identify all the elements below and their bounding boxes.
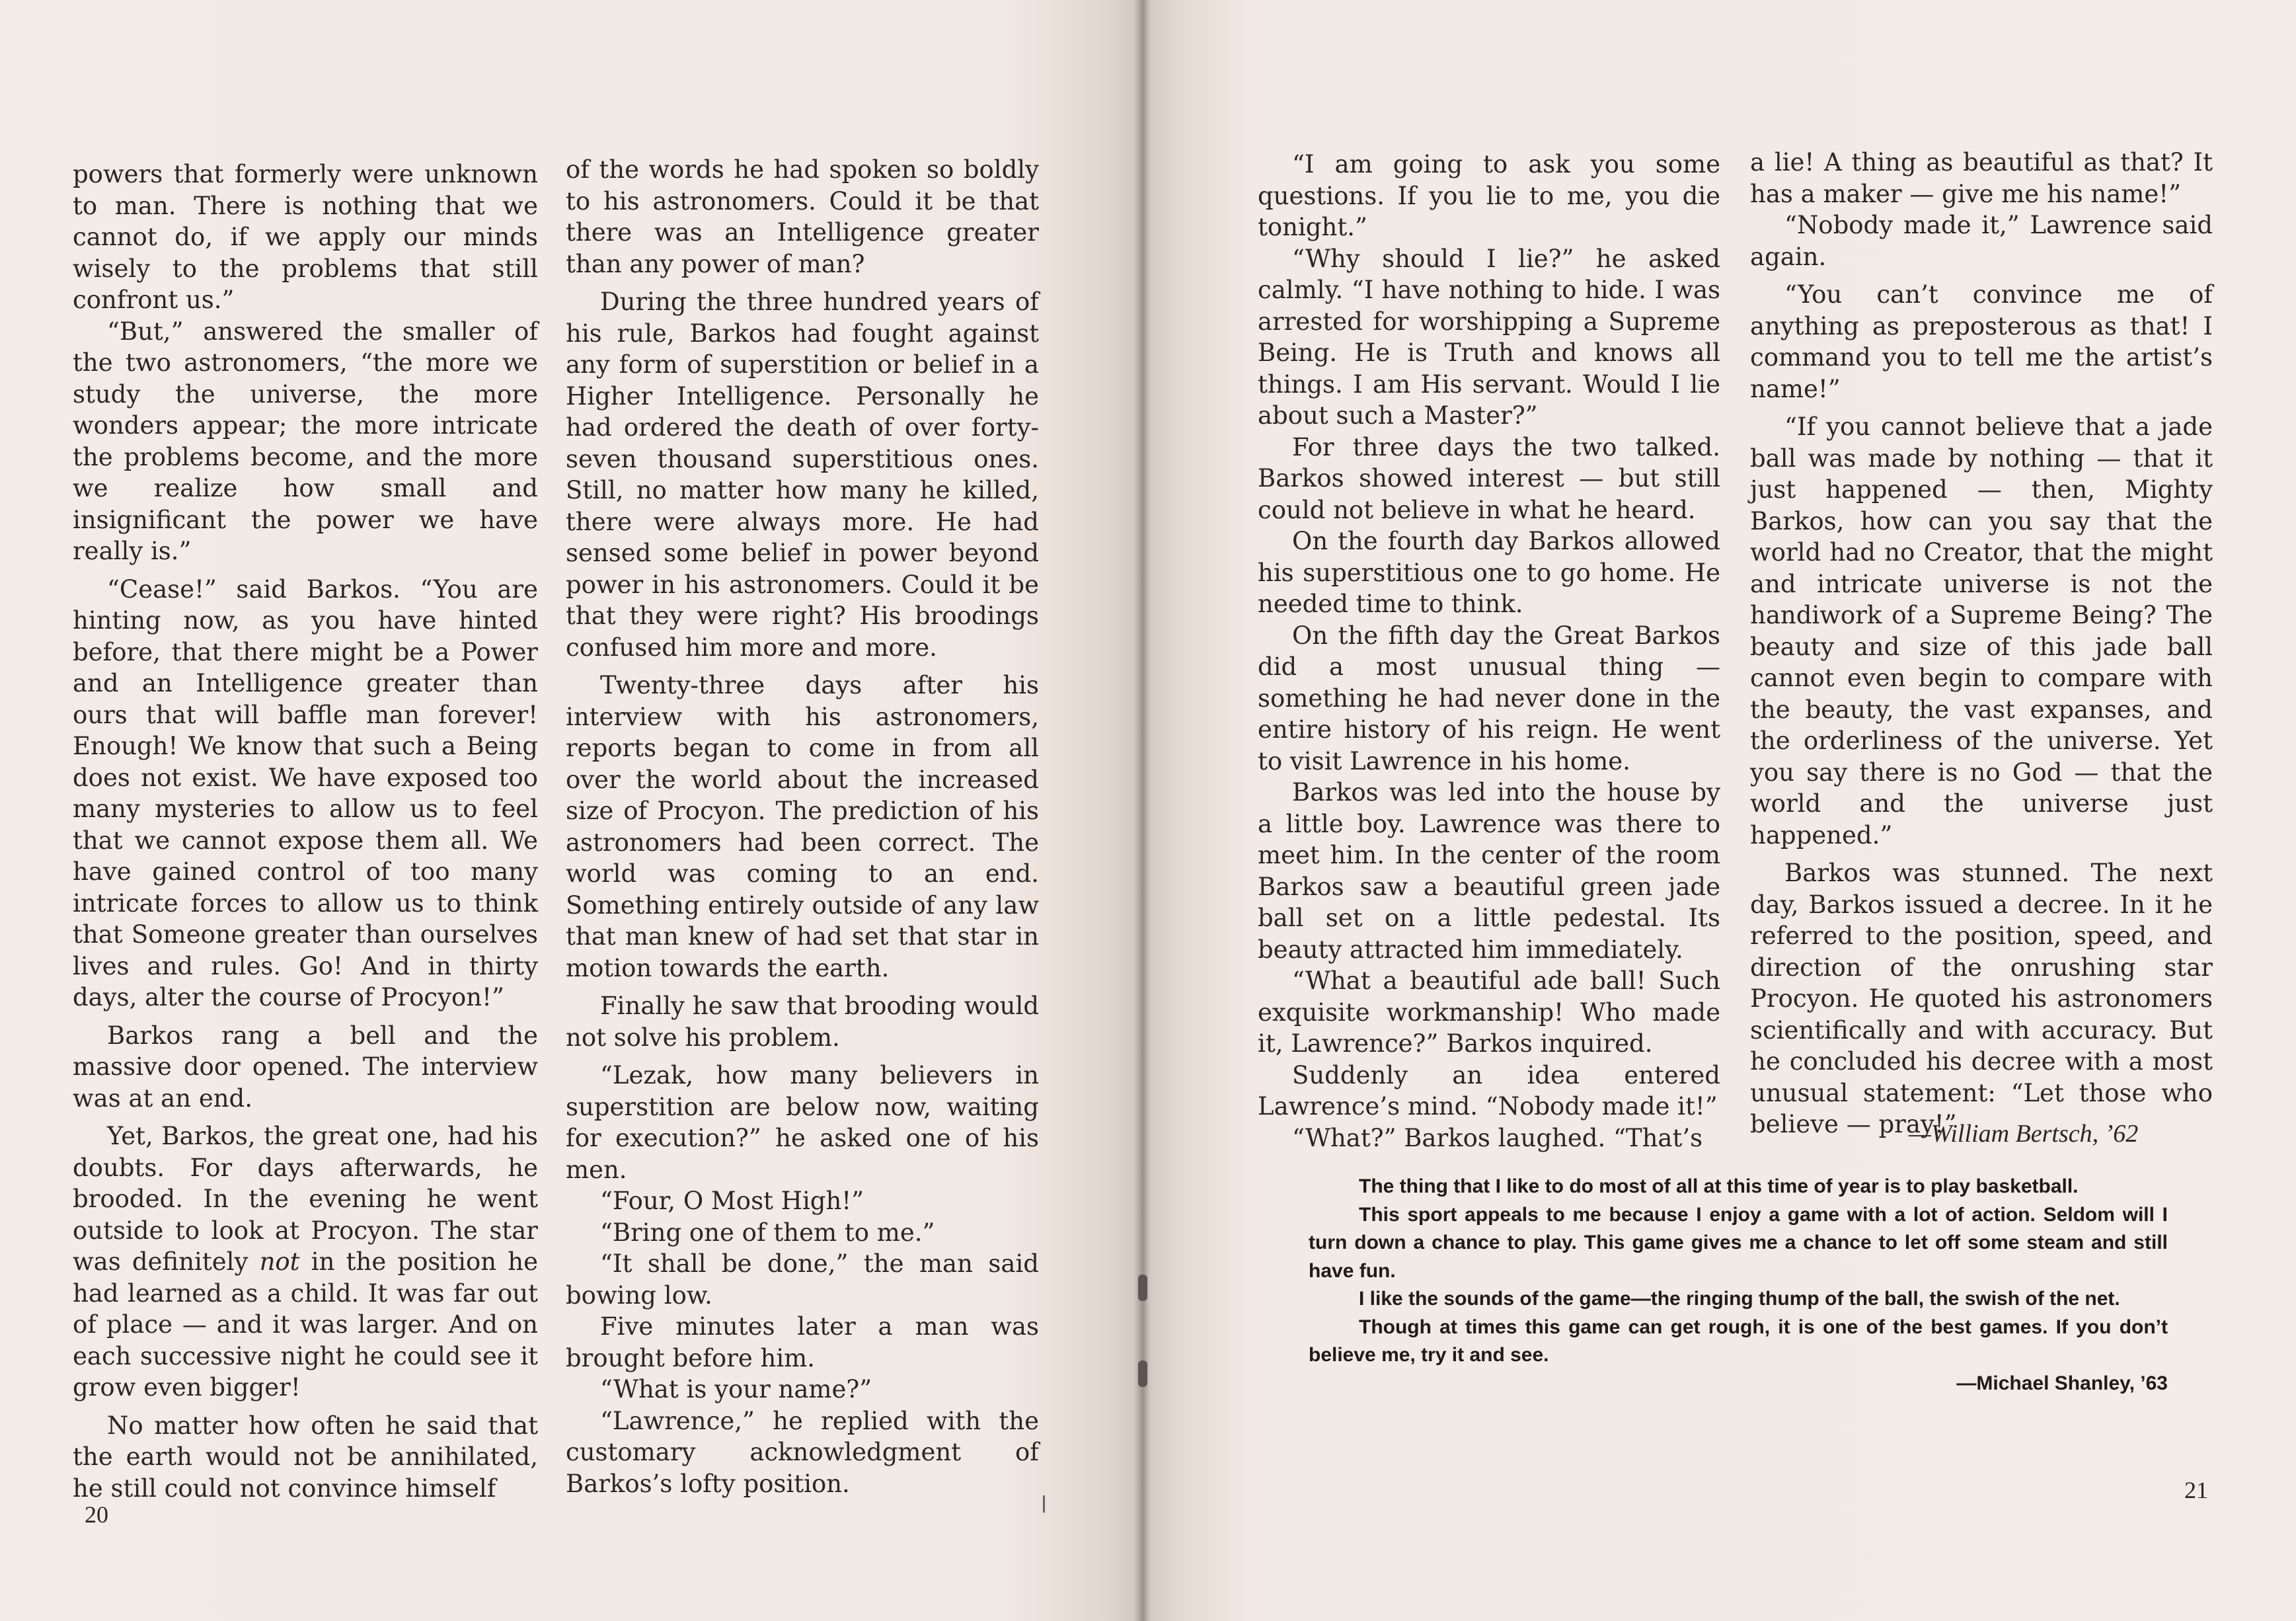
essay-paragraph: Though at times this game can get rough, it is one of the best games. If you don’t believe me, try it and see. <box>1309 1316 2168 1366</box>
paragraph: a lie! A thing as beautiful as that? It has a maker — give me his name!” <box>1750 148 2213 208</box>
paragraph: Barkos was stunned. The next day, Barkos issued a decree. In it he referred to the position, speed, and direction of the onrushing star Procyon. He quoted his astronomers scientifically and with accuracy. But he concluded his decree with a most unusual statement: “Let those who believe — pray!” <box>1750 859 2213 1138</box>
left-column-1 <box>73 159 538 1504</box>
essay-paragraph: I like the sounds of the game—the ringing thump of the ball, the swish of the net. <box>1359 1288 2120 1310</box>
page-number-right: 21 <box>2184 1477 2208 1503</box>
page-number-left: 20 <box>85 1501 108 1528</box>
paragraph: “I am going to ask you some questions. If you lie to me, you die tonight.” <box>1258 150 1720 241</box>
essay-signature: —Michael Shanley, ’63 <box>1956 1372 2168 1394</box>
paragraph: “Why should I lie?” he asked calmly. “I have nothing to hide. I was arrested for worshipping a Supreme Being. He is Truth and knows all things. I am His servant. Would I lie about such a Master?” <box>1258 244 1720 430</box>
paragraph: Twenty-three days after his interview with his astronomers, reports began to come in from all over the world about the increased size of Procyon. The prediction of his astronomers had been correct. The world was coming to an end. Something entirely outside of any law that man knew of had set that star in motion towards the earth. <box>566 671 1039 982</box>
right-column-1 <box>1258 149 1720 1154</box>
story-signature: —William Bertsch, ’62 <box>1909 1120 2139 1148</box>
paragraph: On the fifth day the Great Barkos did a most unusual thing — something he had never done in the entire history of his reign. He went to visit Lawrence in his home. <box>1258 621 1720 775</box>
paragraph: During the three hundred years of his rule, Barkos had fought against any form of superstition or belief in a Higher Intelligence. Personally he had ordered the death of over forty-seven thousand superstitious ones. Still, no matter how many he killed, there were always more. He had sensed some belief in power beyond power in his astronomers. Could it be that they were right? His broodings confused him more and more. <box>566 288 1039 662</box>
emphasis-text: not <box>259 1247 300 1276</box>
paragraph: For three days the two talked. Barkos showed interest — but still could not believe in what he heard. <box>1258 432 1720 524</box>
paragraph: “Bring one of them to me.” <box>600 1218 935 1247</box>
paragraph: Barkos rang a bell and the massive door opened. The interview was at an end. <box>73 1021 538 1113</box>
paragraph <box>73 1121 538 1404</box>
paragraph: “What?” Barkos laughed. “That’s <box>1292 1123 1703 1152</box>
paragraph: On the fourth day Barkos allowed his superstitious one to go home. He needed time to think. <box>1258 527 1720 618</box>
paragraph: “What a beautiful ade ball! Such exquisite workmanship! Who made it, Lawrence?” Barkos inquired. <box>1258 967 1720 1058</box>
paragraph: “Lawrence,” he replied with the customary acknowledgment of Barkos’s lofty position. <box>566 1406 1039 1498</box>
paragraph: “What is your name?” <box>600 1375 872 1404</box>
paragraph: “If you cannot believe that a jade ball was made by nothing — that it just happened — then, Mighty Barkos, how can you say that the world had no Creator, that the might and intricate universe is not the handiwork of a Supreme Being? The beauty and size of this jade ball cannot even begin to compare with the beauty, the vast expanses, and the orderliness of the universe. Yet you say there is no God — that the world and the universe just happened.” <box>1750 413 2213 850</box>
paragraph: “Four, O Most High!” <box>600 1187 864 1215</box>
basketball-essay <box>1309 1173 2168 1398</box>
paragraph: “But,” answered the smaller of the two astronomers, “the more we study the universe, the more wonders appear; the more intricate the problems become, and the more we realize how small and insignificant the power we have really is.” <box>73 317 538 565</box>
paragraph: No matter how often he said that the earth would not be annihilated, he still could not convince himself <box>73 1411 538 1503</box>
paragraph: Barkos was led into the house by a little boy. Lawrence was there to meet him. In the center of the room Barkos saw a beautiful green jade ball set on a little pedestal. Its beauty attracted him immediately. <box>1258 778 1720 964</box>
paragraph: powers that formerly were unknown to man. There is nothing that we cannot do, if we apply our minds wisely to the problems that still confront us.” <box>73 160 538 314</box>
paragraph: “Cease!” said Barkos. “You are hinting now, as you have hinted before, that there might be a Power and an Intelligence greater than ours that will baffle man forever! Enough! We know that such a Being does not exist. We have exposed too many mysteries to allow us to feel that we cannot expose them all. We have gained control of too many intricate forces to allow us to think that Someone greater than ourselves lives and rules. Go! And in thirty days, alter the course of Procyon!” <box>73 574 538 1011</box>
paragraph: Five minutes later a man was brought before him. <box>566 1312 1039 1372</box>
paragraph: “Lezak, how many believers in superstition are below now, waiting for execution?” he asked one of his men. <box>566 1061 1039 1184</box>
paragraph-text: Yet, Barkos, the great one, had his doubts. For days afterwards, he brooded. In the evening he went outside to look at Procyon. The star was definitely <box>73 1122 538 1276</box>
paragraph-text: in the position he had learned as a child. It was far out of place — and it was larger. And on each successive night he could see it grow even bigger! <box>73 1247 538 1402</box>
paragraph: Finally he saw that brooding would not solve his problem. <box>566 992 1039 1052</box>
staple-top <box>1138 1275 1147 1301</box>
left-column-2 <box>566 154 1039 1499</box>
paragraph: “You can’t convince me of anything as preposterous as that! I command you to tell me the artist’s name!” <box>1750 280 2213 403</box>
essay-paragraph: This sport appeals to me because I enjoy a game with a lot of action. Seldom will I turn down a chance to play. This game gives me a chance to let off some steam and still have fun. <box>1309 1203 2168 1282</box>
paragraph: “Nobody made it,” Lawrence said again. <box>1750 211 2213 271</box>
right-column-2 <box>1750 147 2213 1140</box>
page-mark <box>1043 1495 1045 1513</box>
staple-bottom <box>1138 1361 1147 1387</box>
essay-paragraph: The thing that I like to do most of all at this time of year is to play basketball. <box>1359 1175 2079 1197</box>
paragraph: “It shall be done,” the man said bowing low. <box>566 1249 1039 1310</box>
paragraph: Suddenly an idea entered Lawrence’s mind. “Nobody made it!” <box>1258 1060 1720 1121</box>
paragraph: of the words he had spoken so boldly to his astronomers. Could it be that there was an Intelligence greater than any power of man? <box>566 155 1039 278</box>
